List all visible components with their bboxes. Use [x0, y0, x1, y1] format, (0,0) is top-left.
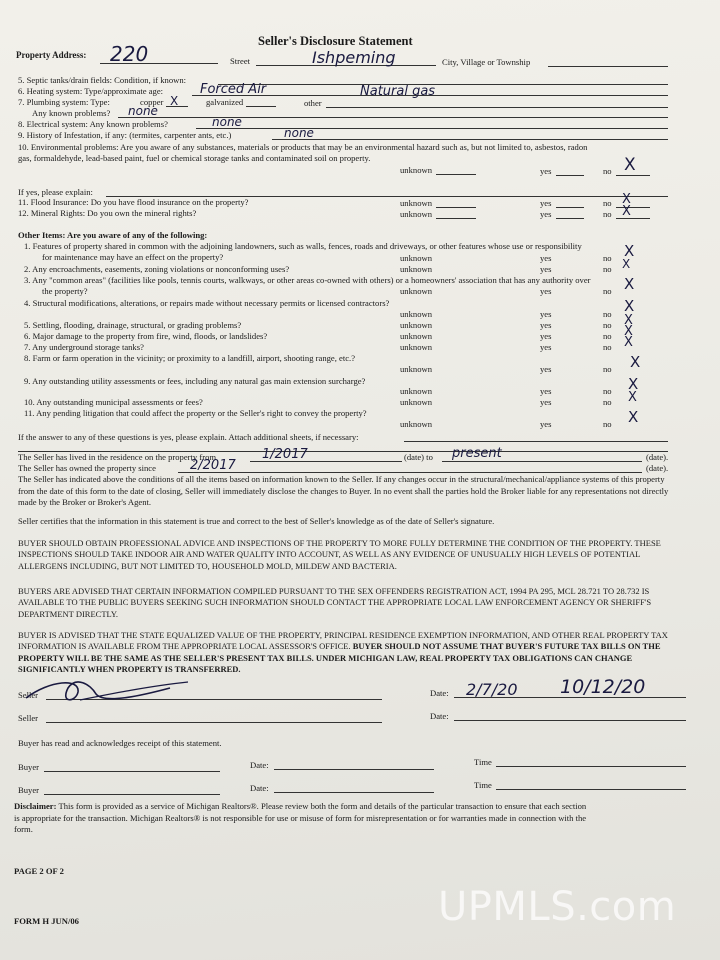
q2-unknown: unknown — [400, 264, 432, 274]
q9-unknown: unknown — [400, 386, 432, 396]
q3-no: no — [603, 286, 612, 296]
plumbing-label: 7. Plumbing system: Type: — [18, 97, 110, 107]
env-no-line — [616, 175, 650, 176]
electrical-label: 8. Electrical system: Any known problems? — [18, 119, 168, 129]
environmental-line-1: 10. Environmental problems: Are you aware of any substances, materials or products that may be an environmental hazard such as, but not limited to, asbestos, radon — [18, 142, 588, 152]
q4-no: no — [603, 309, 612, 319]
q1-unknown: unknown — [400, 253, 432, 263]
q1-no-mark: X — [624, 242, 635, 260]
buyer-time-line-1 — [496, 766, 686, 767]
env-no: no — [603, 166, 612, 176]
flood-no-mark: X — [622, 192, 631, 207]
tax-notice-bold: BUYER SHOULD NOT ASSUME THAT BUYER'S FUTURE TAX BILLS ON THE PROPERTY WILL BE THE SAME AS THE SELLER'S PRESENT TAX BILLS. UNDER MICHIGAN LAW, REAL PROPERTY TAX OBLIGATIONS CAN CHANGE SIGNIFICANTLY WHEN PROPERTY IS TRANSFERRED. — [18, 641, 661, 675]
explain-line-1 — [404, 441, 668, 442]
question-1a: 1. Features of property shared in common with the adjoining landowners, such as walls, fences, roads and driveways, or other features whose use or responsibility — [24, 241, 582, 251]
seller-date-line-2 — [454, 720, 686, 721]
q8-no: no — [603, 364, 612, 374]
q6-no-mark: X — [624, 324, 633, 339]
seller-date-value-2: 10/12/20 — [560, 676, 646, 698]
disclaimer-label: Disclaimer: — [14, 801, 57, 811]
plumbing-copper: copper — [140, 97, 164, 107]
infestation-value: none — [284, 126, 314, 140]
lived-label: The Seller has lived in the residence on the property from — [18, 452, 217, 462]
buyer-date-line-1 — [274, 769, 434, 770]
q4-yes: yes — [540, 309, 552, 319]
date-to-label: (date) to — [404, 452, 433, 462]
env-yes-line — [556, 175, 584, 176]
heating-value-2: Natural gas — [360, 84, 436, 99]
buyer-date-label-1: Date: — [250, 760, 269, 770]
q4-unknown: unknown — [400, 309, 432, 319]
q1-no: no — [603, 253, 612, 263]
q5-no-mark: X — [624, 313, 633, 328]
explain-label: If the answer to any of these questions is yes, please explain. Attach additional sheets, if necessary: — [18, 432, 359, 442]
infestation-label: 9. History of Infestation, if any: (termites, carpenter ants, etc.) — [18, 130, 232, 140]
question-2: 2. Any encroachments, easements, zoning violations or nonconforming uses? — [24, 264, 290, 274]
q7-no-mark: X — [624, 335, 633, 350]
if-yes-explain: If yes, please explain: — [18, 187, 93, 197]
q9-yes: yes — [540, 386, 552, 396]
question-4: 4. Structural modifications, alterations, or repairs made without necessary permits or licensed contractors? — [24, 298, 390, 308]
buyer-date-line-2 — [274, 792, 434, 793]
flood-no: no — [603, 198, 612, 208]
city-label: City, Village or Township — [442, 57, 531, 67]
q10-no: no — [603, 397, 612, 407]
septic-line — [218, 84, 668, 85]
seller-date-value: 2/7/20 — [466, 680, 518, 699]
electrical-line — [196, 128, 668, 129]
buyer-line-1 — [44, 771, 220, 772]
seller-signature-scribble — [20, 674, 200, 708]
q7-no: no — [603, 342, 612, 352]
seller-date-label-2: Date: — [430, 711, 449, 721]
buyer-label-2: Buyer — [18, 785, 40, 795]
q6-unknown: unknown — [400, 331, 432, 341]
heating-value-1: Forced Air — [200, 82, 267, 97]
q7-yes: yes — [540, 342, 552, 352]
question-10: 10. Any outstanding municipal assessments or fees? — [24, 397, 203, 407]
seller-label-2: Seller — [18, 713, 39, 723]
lived-to-line — [442, 461, 642, 462]
environmental-line-2: gas, formaldehyde, lead-based paint, fuel or chemical storage tanks and contaminated soil on property. — [18, 153, 371, 163]
q5-yes: yes — [540, 320, 552, 330]
question-5: 5. Settling, flooding, drainage, structural, or grading problems? — [24, 320, 242, 330]
question-7: 7. Any underground storage tanks? — [24, 342, 144, 352]
seller-indicated-paragraph: The Seller has indicated above the conditions of all the items based on information known to the Seller. If any changes occur in the structural/mechanical/appliance systems of this property from the date of this form to the date of closing, Seller will immediately disclose the changes to Buyer. In no event shall the parties hold the Broker liable for any representations not directly made by the Broker or Broker's Agent. — [18, 474, 669, 508]
mineral-no-mark: X — [622, 204, 631, 219]
env-unknown: unknown — [400, 165, 432, 175]
property-address-label: Property Address: — [16, 50, 87, 60]
q11-unknown: unknown — [400, 419, 432, 429]
other-line — [326, 107, 668, 108]
q8-no-mark: X — [630, 353, 641, 371]
seller-certifies-paragraph: Seller certifies that the information in this statement is true and correct to the best of Seller's knowledge as of the date of Seller's signature. — [18, 516, 495, 526]
plumbing-problems-line — [118, 117, 668, 118]
mineral-yes-line — [556, 218, 584, 219]
property-address-value: 220 — [110, 42, 149, 66]
plumbing-problems-value: none — [128, 104, 158, 118]
q9-no: no — [603, 386, 612, 396]
q6-no: no — [603, 331, 612, 341]
q7-unknown: unknown — [400, 342, 432, 352]
heating-label: 6. Heating system: Type/approximate age: — [18, 86, 164, 96]
q2-no: no — [603, 264, 612, 274]
flood-unknown: unknown — [400, 198, 432, 208]
buyer-label-1: Buyer — [18, 762, 40, 772]
owned-end-label: (date). — [646, 463, 669, 473]
q11-no: no — [603, 419, 612, 429]
form-title: Seller's Disclosure Statement — [258, 34, 413, 48]
disclaimer — [14, 801, 594, 836]
other-items-heading-text: Other Items: Are you aware of any of the following: — [18, 230, 208, 240]
q10-no-mark: X — [628, 390, 637, 405]
date-end-label: (date). — [646, 452, 669, 462]
q3-yes: yes — [540, 286, 552, 296]
flood-unknown-line — [436, 207, 476, 208]
question-9: 9. Any outstanding utility assessments or fees, including any natural gas main extension surcharge? — [24, 376, 366, 386]
infestation-line — [272, 139, 668, 140]
question-3a: 3. Any "common areas" (facilities like pools, tennis courts, walkways, or other areas co-owned with others) or a homeowners' association that has any authority over — [24, 275, 591, 285]
owned-label: The Seller has owned the property since — [18, 463, 156, 473]
mineral-unknown: unknown — [400, 209, 432, 219]
city-line — [548, 66, 668, 67]
flood-yes-line — [556, 207, 584, 208]
lived-to-value: present — [452, 446, 502, 461]
mineral-label: 12. Mineral Rights: Do you own the mineral rights? — [18, 208, 197, 218]
env-no-mark: X — [624, 155, 636, 175]
env-unknown-line — [436, 174, 476, 175]
galvanized-line — [246, 106, 276, 107]
question-1b: for maintenance may have an effect on the property? — [42, 252, 224, 262]
q10-unknown: unknown — [400, 397, 432, 407]
buyer-time-line-2 — [496, 789, 686, 790]
env-yes: yes — [540, 166, 552, 176]
q5-unknown: unknown — [400, 320, 432, 330]
buyer-time-label-1: Time — [474, 757, 492, 767]
q4-no-mark: X — [624, 297, 635, 315]
q6-yes: yes — [540, 331, 552, 341]
plumbing-galvanized: galvanized — [206, 97, 244, 107]
septic-label: 5. Septic tanks/drain fields: Condition, if known: — [18, 75, 187, 85]
form-id: FORM H JUN/06 — [14, 916, 79, 926]
seller-signature-line-2 — [46, 722, 382, 723]
page-number: PAGE 2 OF 2 — [14, 866, 64, 876]
buyer-date-label-2: Date: — [250, 783, 269, 793]
seller-date-label-1: Date: — [430, 688, 449, 698]
mineral-no: no — [603, 209, 612, 219]
buyer-acknowledgement: Buyer has read and acknowledges receipt of this statement. — [18, 738, 222, 748]
buyer-time-label-2: Time — [474, 780, 492, 790]
lived-from-value: 1/2017 — [262, 447, 308, 462]
question-3b: the property? — [42, 286, 88, 296]
other-items-heading — [18, 230, 207, 240]
owned-line — [178, 472, 642, 473]
owned-since-value: 2/2017 — [190, 458, 236, 473]
question-6: 6. Major damage to the property from fire, wind, floods, or landslides? — [24, 331, 268, 341]
copper-check-mark: X — [170, 94, 179, 108]
q11-no-mark: X — [628, 408, 639, 426]
plumbing-other: other — [304, 98, 322, 108]
buyer-advice-notice: BUYER SHOULD OBTAIN PROFESSIONAL ADVICE AND INSPECTIONS OF THE PROPERTY TO MORE FULLY DETERMINE THE CONDITION OF THE PROPERTY. THESE INSPECTIONS SHOULD TAKE INDOOR AIR AND WATER QUALITY INTO ACCOUNT, AS WELL AS ANY EVIDENCE OF UNUSUALLY HIGH LEVELS OF POTENTIAL ALLERGENS INCLUDING, BUT NOT LIMITED TO, HOUSEHOLD MOLD, MILDEW AND BACTERIA. — [18, 538, 661, 571]
q10-yes: yes — [540, 397, 552, 407]
q3-unknown: unknown — [400, 286, 432, 296]
q8-unknown: unknown — [400, 364, 432, 374]
q2-yes: yes — [540, 264, 552, 274]
seller-label-1: Seller — [18, 690, 39, 700]
disclaimer-text: This form is provided as a service of Michigan Realtors®. Please review both the form and details of the particular transaction to ensure that each section is appropriate for the transaction. Michigan Realtors® is not responsible for use or misuse of form for misrepresentation or for warranties made in connection with the form. — [14, 801, 587, 835]
flood-yes: yes — [540, 198, 552, 208]
q3-no-mark: X — [624, 275, 635, 293]
upmls-watermark: UPMLS.com — [438, 884, 677, 930]
electrical-value: none — [212, 115, 242, 129]
plumbing-problems-label: Any known problems? — [32, 108, 111, 118]
q9-no-mark: X — [628, 375, 639, 393]
question-8: 8. Farm or farm operation in the vicinity; or proximity to a landfill, airport, shooting range, etc.? — [24, 353, 356, 363]
buyer-line-2 — [44, 794, 220, 795]
sex-offenders-notice: BUYERS ARE ADVISED THAT CERTAIN INFORMATION COMPILED PURSUANT TO THE SEX OFFENDERS REGISTRATION ACT, 1994 PA 295, MCL 28.721 TO 28.732 IS AVAILABLE TO THE PUBLIC BUYERS SEEKING SUCH INFORMATION SHOULD CONTACT THE APPROPRIATE LOCAL LAW ENFORCEMENT AGENCY OR SHERIFF'S DEPARTMENT DIRECTLY. — [18, 586, 652, 619]
city-value: Ishpeming — [312, 48, 396, 67]
q5-no: no — [603, 320, 612, 330]
flood-label: 11. Flood Insurance: Do you have flood insurance on the property? — [18, 197, 249, 207]
tax-notice-normal: BUYER IS ADVISED THAT THE STATE EQUALIZED VALUE OF THE PROPERTY, PRINCIPAL RESIDENCE EXEMPTION INFORMATION, AND OTHER REAL PROPERTY TAX INFORMATION IS AVAILABLE FROM THE APPROPRIATE LOCAL ASSESSOR'S OFFICE. — [18, 630, 668, 652]
question-11: 11. Any pending litigation that could affect the property or the Seller's right to convey the property? — [24, 408, 367, 418]
mineral-yes: yes — [540, 209, 552, 219]
q2-no-mark: X — [622, 257, 631, 271]
q11-yes: yes — [540, 419, 552, 429]
q8-yes: yes — [540, 364, 552, 374]
tax-notice — [18, 630, 682, 676]
street-label: Street — [230, 56, 251, 66]
q1-yes: yes — [540, 253, 552, 263]
mineral-unknown-line — [436, 218, 476, 219]
